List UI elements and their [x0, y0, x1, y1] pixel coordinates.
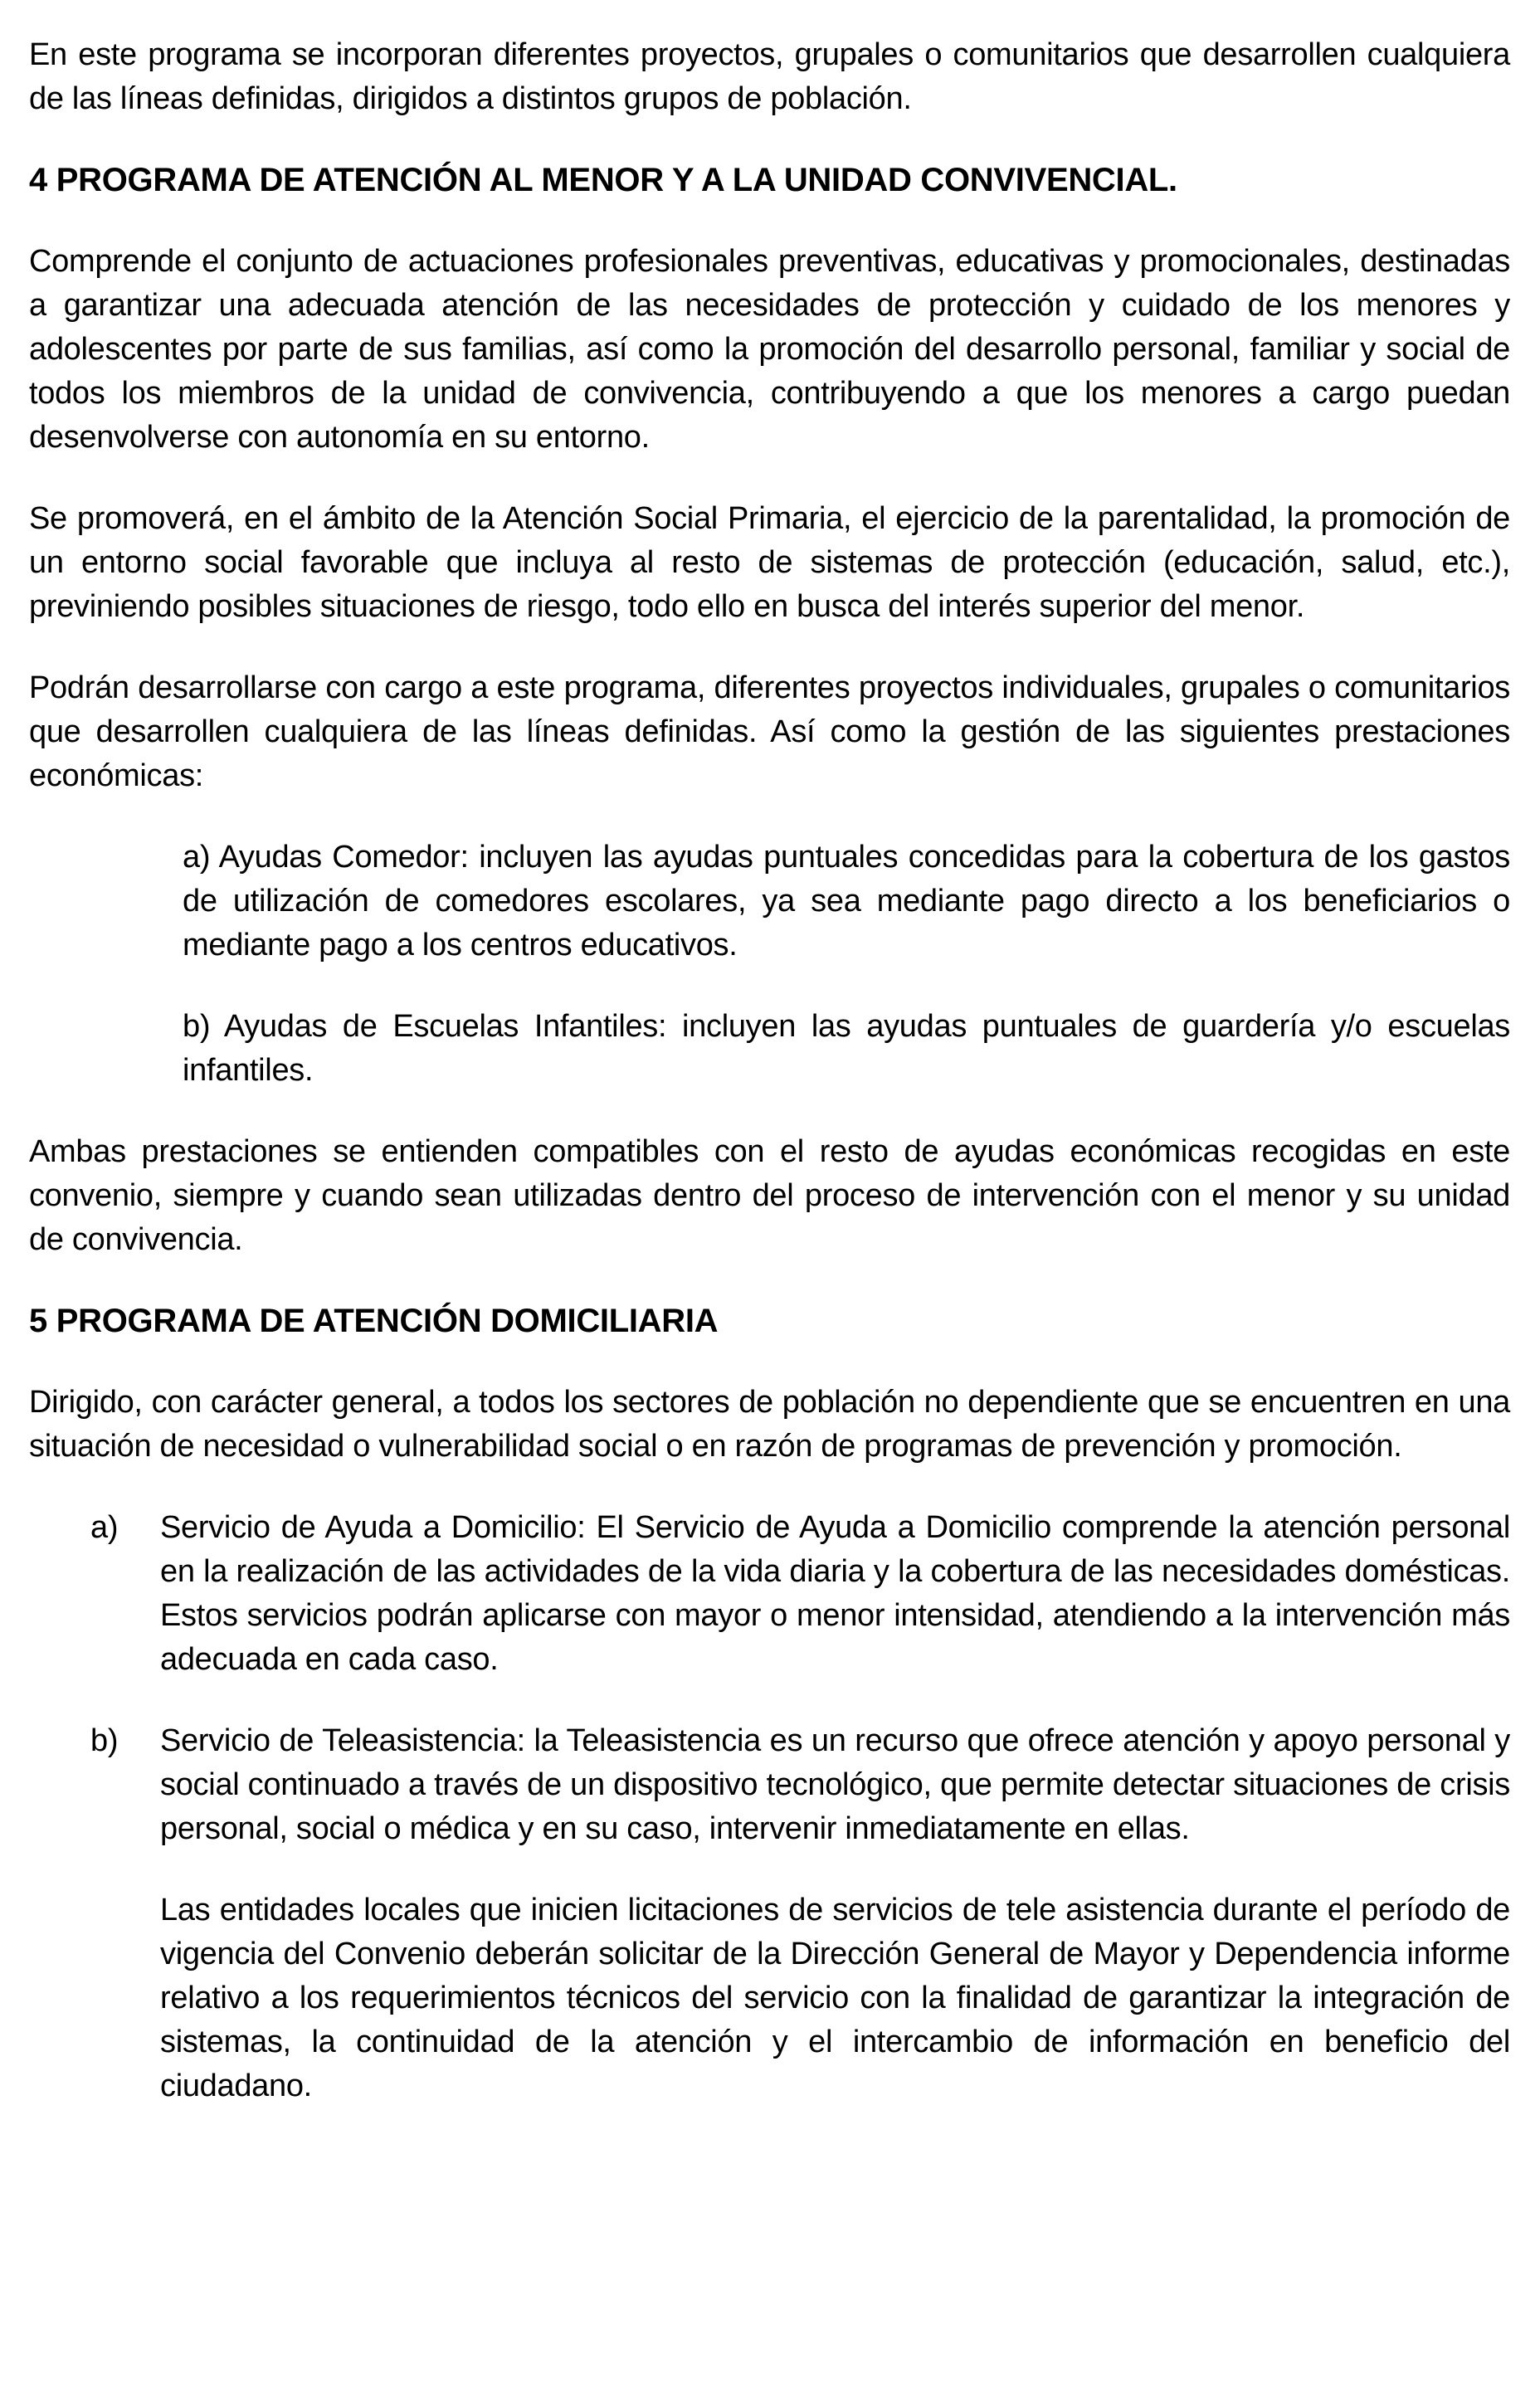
list-item-text: Servicio de Ayuda a Domicilio: El Servicio de Ayuda a Domicilio comprende la atención personal en la realización de las actividades de la vida diaria y la cobertura de las necesidades domésticas. Estos servicios podrán aplicarse con mayor o menor intensidad, atendiendo a la intervención más adecuada en cada caso. [160, 1510, 1510, 1677]
paragraph-entidades-locales: Las entidades locales que inicien licitaciones de servicios de tele asistencia durante el período de vigencia del Convenio deberán solicitar de la Dirección General de Mayor y Dependencia informe relativo a los requerimientos técnicos del servicio con la finalidad de garantizar la integración de sistemas, la continuidad de la atención y el intercambio de información en beneficio del ciudadano. [160, 1893, 1510, 2103]
paragraph-se-promovera: Se promoverá, en el ámbito de la Atención Social Primaria, el ejercicio de la parentalidad, la promoción de un entorno social favorable que incluya al resto de sistemas de protección (educación, salud, etc.), previniendo posibles situaciones de riesgo, todo ello en busca del interés superior del menor. [29, 501, 1510, 624]
list-item-text: Servicio de Teleasistencia: la Teleasistencia es un recurso que ofrece atención y apoyo personal y social continuado a través de un dispositivo tecnológico, que permite detectar situaciones de crisis personal, social o médica y en su caso, intervenir inmediatamente en ellas. [160, 1723, 1510, 1846]
item-a-ayudas-comedor: a) Ayudas Comedor: incluyen las ayudas puntuales concedidas para la cobertura de los gastos de utilización de comedores escolares, ya sea mediante pago directo a los beneficiarios o mediante pago a los centros educativos. [183, 840, 1510, 962]
list-item-servicio-ayuda-domicilio [29, 1506, 1510, 1682]
paragraph-dirigido-caracter-general: Dirigido, con carácter general, a todos los sectores de población no dependiente que se encuentren en una situación de necesidad o vulnerabilidad social o en razón de programas de prevención y promoción. [29, 1385, 1510, 1464]
paragraph-comprende-conjunto: Comprende el conjunto de actuaciones profesionales preventivas, educativas y promocionales, destinadas a garantizar una adecuada atención de las necesidades de protección y cuidado de los menores y adolescentes por parte de sus familias, así como la promoción del desarrollo personal, familiar y social de todos los miembros de la unidad de convivencia, contribuyendo a que los menores a cargo puedan desenvolverse con autonomía en su entorno. [29, 244, 1510, 455]
heading-section-4-programa-atencion-menor: 4 PROGRAMA DE ATENCIÓN AL MENOR Y A LA UNIDAD CONVIVENCIAL. [29, 162, 1177, 198]
list-item-servicio-teleasistencia [29, 1719, 1510, 1851]
list-marker: a) [90, 1510, 119, 1545]
item-b-ayudas-escuelas-infantiles: b) Ayudas de Escuelas Infantiles: incluyen las ayudas puntuales de guardería y/o escuelas infantiles. [183, 1009, 1510, 1088]
paragraph-podran-desarrollarse: Podrán desarrollarse con cargo a este programa, diferentes proyectos individuales, grupales o comunitarios que desarrollen cualquiera de las líneas definidas. Así como la gestión de las siguientes prestaciones económicas: [29, 670, 1510, 793]
heading-section-5-programa-atencion-domiciliaria: 5 PROGRAMA DE ATENCIÓN DOMICILIARIA [29, 1303, 719, 1339]
paragraph-intro-programa: En este programa se incorporan diferentes proyectos, grupales o comunitarios que desarrollen cualquiera de las líneas definidas, dirigidos a distintos grupos de población. [29, 37, 1510, 116]
paragraph-ambas-prestaciones: Ambas prestaciones se entienden compatibles con el resto de ayudas económicas recogidas en este convenio, siempre y cuando sean utilizadas dentro del proceso de intervención con el menor y su unidad de convivencia. [29, 1134, 1510, 1257]
list-marker: b) [90, 1723, 119, 1758]
